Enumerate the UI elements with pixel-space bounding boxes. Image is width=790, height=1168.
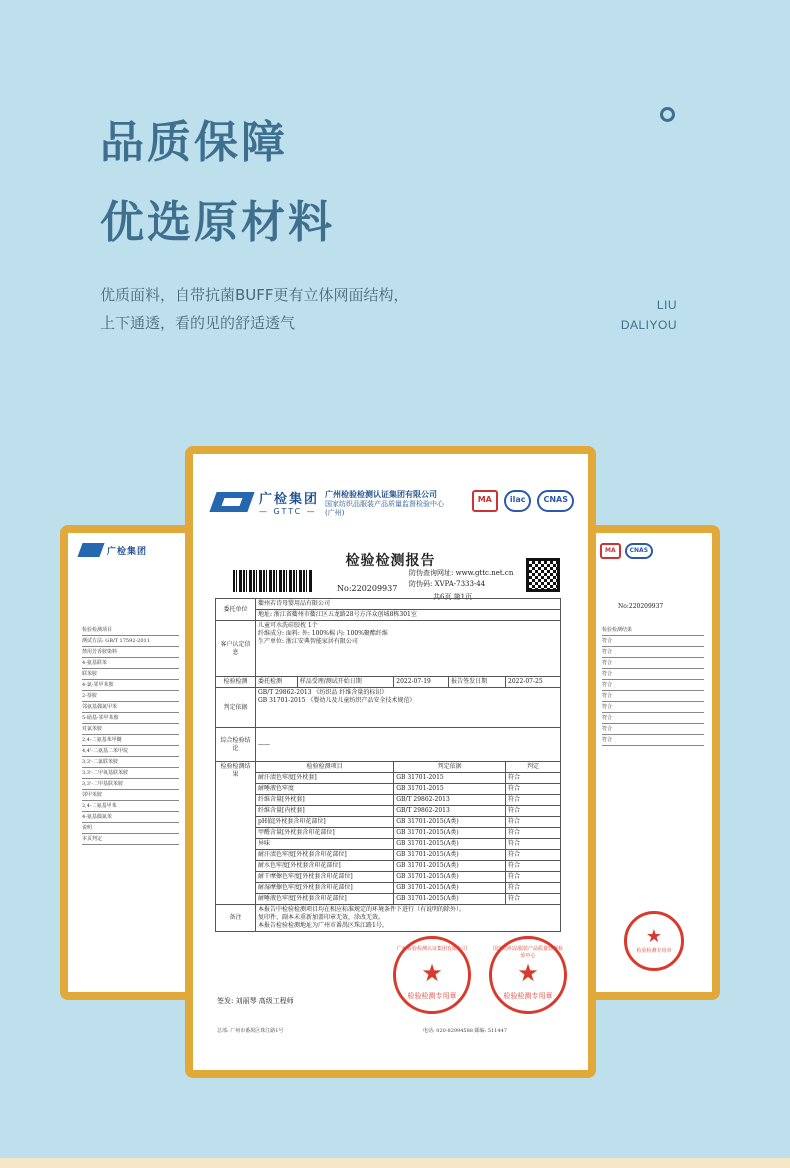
table-row: [216, 688, 561, 728]
table-row: [216, 872, 561, 883]
client-label: 委托单位: [216, 599, 256, 621]
stamp-text: 检验检测专用章: [503, 992, 553, 1000]
basis-line: GB 31701-2015 《婴幼儿及儿童纺织产品安全技术规范》: [258, 697, 416, 704]
notes-label: 备注: [216, 905, 256, 932]
notes-value: [256, 905, 561, 932]
list-item: 符合: [602, 735, 704, 746]
result-judge: 符合: [506, 784, 561, 795]
table-row: [216, 905, 561, 932]
star-icon: ★: [517, 959, 539, 987]
logo-text: 广检集团: [107, 546, 148, 557]
result-judge: 符合: [506, 817, 561, 828]
maker: 生产单位: 浙江安典智能家居有限公司: [258, 638, 358, 645]
result-item: 纤维含量[外枕套]: [256, 795, 394, 806]
table-row: [216, 795, 561, 806]
report-right-frame: [586, 525, 720, 1000]
list-item: 邻氨基偶氮甲苯: [82, 702, 179, 713]
test-type-label: 检验检测: [216, 677, 256, 688]
report-main-frame: [185, 446, 596, 1078]
result-basis: GB/T 29862-2013: [394, 795, 506, 806]
stamp-text: 检验检测专用章: [407, 992, 457, 1000]
brand-name: [621, 295, 677, 335]
list-item: 符合: [602, 724, 704, 735]
page-subtitle: 优选原材料: [100, 197, 335, 248]
client-value: 衢州若诗母婴用品有限公司: [256, 599, 561, 610]
result-judge: 符合: [506, 773, 561, 784]
page-count: 共6页 第1页: [433, 593, 473, 601]
list-item: 4-氨基联苯: [82, 658, 179, 669]
list-item: 2,4-二氨基甲苯: [82, 801, 179, 812]
table-row: [216, 677, 561, 688]
cma-logo-icon: MA: [600, 543, 621, 559]
list-item: 4-氨基偶氮苯: [82, 812, 179, 823]
circle-decoration-icon: [660, 107, 675, 122]
list-item: 4,4'-二氨基二苯甲烷: [82, 746, 179, 757]
cma-logo-icon: MA: [472, 490, 498, 512]
list-item: 3,3'-二氯联苯胺: [82, 757, 179, 768]
result-basis: GB 31701-2015(A类): [394, 872, 506, 883]
customer-label: 客户认定信息: [216, 621, 256, 677]
ilac-logo-icon: ilac: [504, 490, 532, 512]
antifake-info: [409, 568, 513, 590]
table-row: [216, 621, 561, 677]
report-left-frame: [60, 525, 195, 1000]
description-line: 上下通透，看的见的舒适透气: [100, 314, 296, 332]
list-item: 符合: [602, 702, 704, 713]
result-basis: GB 31701-2015(A类): [394, 883, 506, 894]
client-address: 地址: 浙江省衢州市衢江区五龙路28号方洋众创城8栋301室: [256, 610, 561, 621]
gttc-logo-icon: [209, 492, 254, 512]
report-right-paper: [594, 533, 712, 992]
description: [100, 281, 409, 337]
list-item: 符合: [602, 680, 704, 691]
stamp-text: 检验检测专用章: [636, 948, 672, 954]
gttc-logo-icon: [77, 543, 104, 557]
gttc-logo: [213, 488, 319, 516]
result-basis: GB 31701-2015(A类): [394, 861, 506, 872]
table-row: [216, 850, 561, 861]
column-header-basis: 判定依据: [394, 762, 506, 773]
antifake-code: 防伪码: XVPA-7333-44: [409, 580, 486, 588]
list-item: 符合: [602, 669, 704, 680]
institute-name: [325, 490, 445, 518]
signature: 签发: 刘丽琴 高级工程师: [217, 997, 294, 1005]
description-line: 优质面料，自带抗菌BUFF更有立体网面结构，: [100, 286, 409, 304]
table-row: [216, 784, 561, 795]
result-item: 耐唾液色牢度[外枕套含印花部位]: [256, 894, 394, 905]
list-item: 4-氯-邻甲苯胺: [82, 680, 179, 691]
qr-code-icon: [526, 558, 560, 592]
list-item: 3,3'-二甲氧基联苯胺: [82, 768, 179, 779]
list-item: 符合: [602, 658, 704, 669]
table-row: [216, 728, 561, 762]
result-basis: GB 31701-2015(A类): [394, 817, 506, 828]
antifake-site: 防伪查询网址: www.gttc.net.cn: [409, 569, 514, 577]
sample-name: 儿童可水洗硅胶枕 1个: [258, 622, 318, 629]
report-title: 检验检测报告: [345, 553, 436, 569]
result-item: pH值[外枕套含印花部位]: [256, 817, 394, 828]
result-judge: 符合: [506, 806, 561, 817]
list-item: 测试方法: GB/T 17592-2011: [82, 636, 179, 647]
table-row: [216, 599, 561, 610]
result-basis: GB/T 29862-2013: [394, 806, 506, 817]
list-item: 邻甲苯胺: [82, 790, 179, 801]
report-number: No:220209937: [337, 584, 398, 593]
result-basis: GB 31701-2015(A类): [394, 828, 506, 839]
list-item: 检验检测结果: [602, 625, 704, 636]
cnas-logo-icon: CNAS: [625, 543, 653, 559]
page-title: 品质保障: [100, 117, 288, 168]
result-judge: 符合: [506, 850, 561, 861]
table-row: [216, 773, 561, 784]
star-icon: ★: [421, 959, 443, 987]
result-basis: GB 31701-2015: [394, 773, 506, 784]
basis-label: 判定依据: [216, 688, 256, 728]
list-item: 2,4-二氨基苯甲醚: [82, 735, 179, 746]
logo-subtext: — GTTC —: [259, 507, 317, 516]
result-basis: GB 31701-2015(A类): [394, 839, 506, 850]
result-item: 耐湿摩擦色牢度[外枕套含印花部位]: [256, 883, 394, 894]
list-item: 说明: [82, 823, 179, 834]
report-number: No:220209937: [618, 603, 664, 610]
result-judge: 符合: [506, 883, 561, 894]
cert-logos: [600, 543, 653, 559]
column-header-item: 检验检测项目: [256, 762, 394, 773]
official-stamp: [624, 911, 684, 971]
table-row: [216, 828, 561, 839]
table-row: [216, 610, 561, 621]
result-item: 耐水色牢度[外枕套含印花部位]: [256, 861, 394, 872]
list-item: 符合: [602, 691, 704, 702]
star-icon: ★: [645, 926, 663, 947]
result-item: 耐唾液色牢度: [256, 784, 394, 795]
result-judge: 符合: [506, 872, 561, 883]
official-stamp: [489, 936, 567, 1014]
list-item: 符合: [602, 713, 704, 724]
list-item: 3,3'-二甲基联苯胺: [82, 779, 179, 790]
list-item: 检验检测项目: [82, 625, 179, 636]
date-received: 2022-07-19: [394, 677, 449, 688]
report-main-paper: [193, 454, 588, 1070]
result-item: 甲醛含量[外枕套含印花部位]: [256, 828, 394, 839]
institute-title: 广州检验检测认证集团有限公司: [325, 490, 437, 499]
result-basis: GB 31701-2015(A类): [394, 894, 506, 905]
customer-info: [256, 621, 561, 677]
list-item: 2-萘胺: [82, 691, 179, 702]
footer-address: 总部: 广州市番禺区珠江路1号: [217, 1028, 284, 1034]
result-judge: 符合: [506, 828, 561, 839]
list-item: 5-硝基-邻甲苯胺: [82, 713, 179, 724]
logo-text: 广检集团: [259, 492, 320, 507]
note-line: 复印件、副本未重新加盖印章无效，涂改无效。: [258, 914, 385, 921]
basis-line: GB/T 29862-2013 《纺织品 纤维含量的标识》: [258, 689, 388, 696]
date-issued: 2022-07-25: [506, 677, 561, 688]
official-stamp: [393, 936, 471, 1014]
table-row: [216, 806, 561, 817]
basis-value: [256, 688, 561, 728]
result-basis: GB 31701-2015(A类): [394, 850, 506, 861]
table-row: [216, 817, 561, 828]
result-label: 检验检测结果: [216, 762, 256, 905]
note-line: 本报告中检验检测项目均在相应标准规定的环境条件下进行（有说明的除外）。: [258, 906, 466, 913]
bottom-strip: [0, 1158, 790, 1168]
note-line: 本报告检验检测地址为广州市番禺区珠江路1号。: [258, 922, 388, 929]
date-received-label: 样品受理/测试开始日期: [297, 677, 394, 688]
institute-subtitle: 国家纺织品服装产品质量监督检验中心(广州): [325, 500, 444, 517]
conclusion-label: 综合检验结论: [216, 728, 256, 762]
cnas-logo-icon: CNAS: [537, 490, 574, 512]
list-item: 禁用芳香胺染料: [82, 647, 179, 658]
left-result-lines: [82, 625, 179, 845]
list-item: 符合: [602, 647, 704, 658]
column-header-judge: 判定: [506, 762, 561, 773]
table-row: [216, 762, 561, 773]
stamp-top-text: 广州检验检测认证集团有限公司: [396, 946, 467, 952]
list-item: 本页判定: [82, 834, 179, 845]
result-item: 耐汗渍色牢度[外枕套含印花部位]: [256, 850, 394, 861]
result-judge: 符合: [506, 894, 561, 905]
test-type: 委托检测: [256, 677, 298, 688]
result-item: 耐干摩擦色牢度[外枕套含印花部位]: [256, 872, 394, 883]
report-table: [215, 598, 561, 932]
list-item: 符合: [602, 636, 704, 647]
conclusion-value: ——: [256, 728, 561, 762]
result-judge: 符合: [506, 839, 561, 850]
right-result-lines: [602, 625, 704, 746]
result-item: 耐汗渍色牢度[外枕套]: [256, 773, 394, 784]
result-judge: 符合: [506, 795, 561, 806]
report-left-paper: [68, 533, 187, 992]
result-item: 异味: [256, 839, 394, 850]
cert-logos: [472, 490, 574, 512]
date-issued-label: 报告签发日期: [449, 677, 506, 688]
result-item: 纤维含量[内枕套]: [256, 806, 394, 817]
table-row: [216, 883, 561, 894]
result-judge: 符合: [506, 861, 561, 872]
list-item: 联苯胺: [82, 669, 179, 680]
gttc-logo: [80, 543, 147, 557]
barcode-icon: [233, 570, 313, 592]
result-basis: GB 31701-2015: [394, 784, 506, 795]
sample-fiber: 纤维成分: 面料: 外: 100%棉 内: 100%聚酯纤维: [258, 630, 388, 637]
table-row: [216, 861, 561, 872]
brand-line: LIU: [656, 298, 677, 312]
table-row: [216, 839, 561, 850]
brand-line: DALIYOU: [620, 318, 677, 332]
footer-contact: 电话: 020-82994588 邮编: 511447: [423, 1028, 507, 1034]
list-item: 对氯苯胺: [82, 724, 179, 735]
stamp-top-text: 国家纺织品服装产品质量监督检验中心: [492, 946, 563, 959]
table-row: [216, 894, 561, 905]
